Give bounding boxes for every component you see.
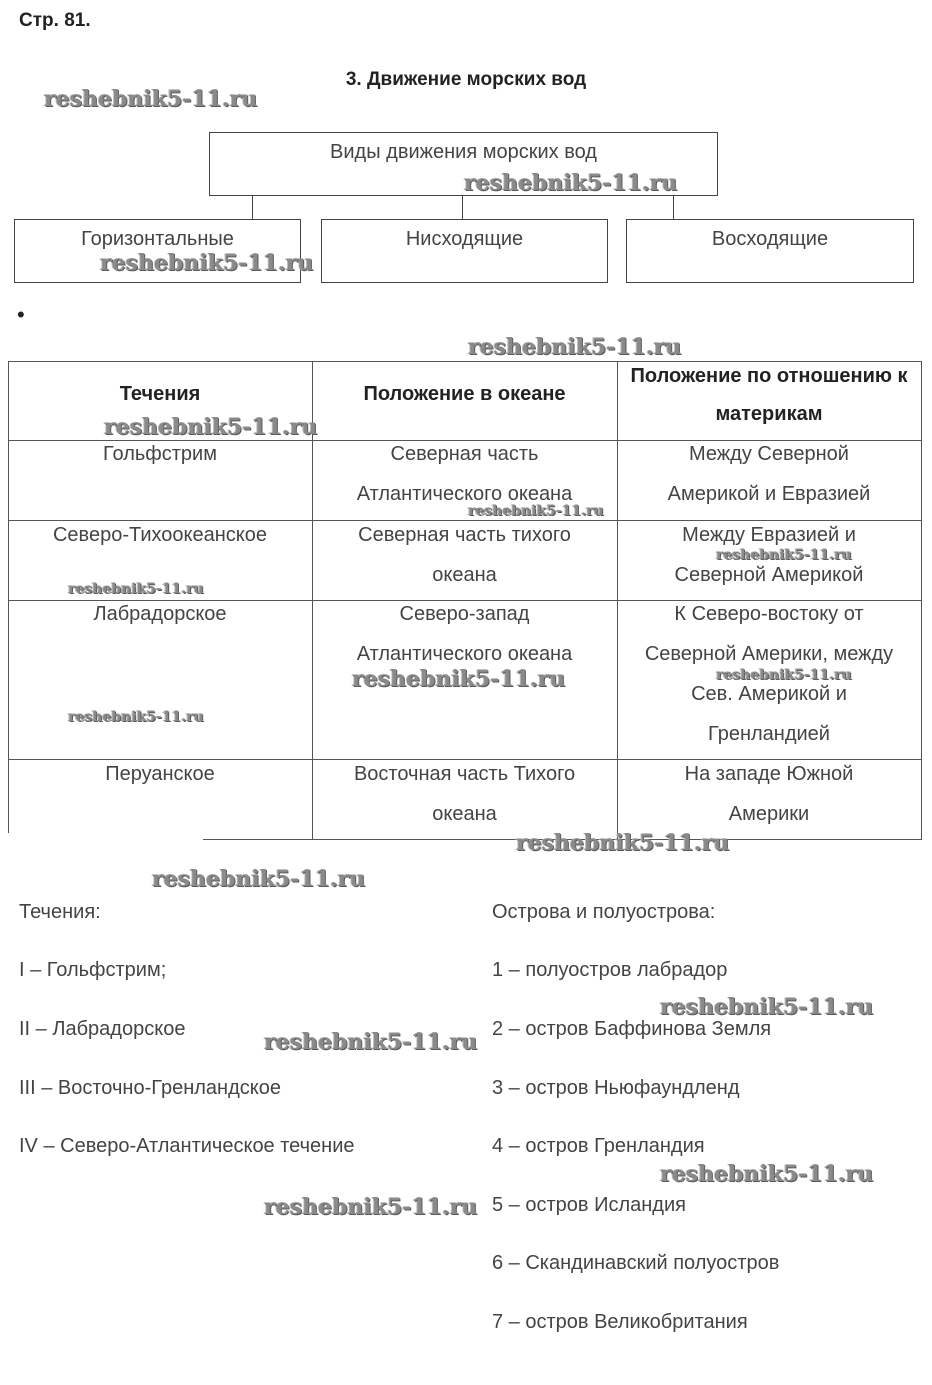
watermark: reshebnik5-11.ru <box>100 250 314 276</box>
diagram-connector <box>252 196 253 219</box>
diagram-root-label: Виды движения морских вод <box>330 141 597 163</box>
table-border <box>921 361 922 839</box>
table-header-cell: Положение по отношению к материкам <box>630 365 908 425</box>
watermark: reshebnik5-11.ru <box>516 830 730 856</box>
diagram-child-label: Восходящие <box>711 228 829 250</box>
diagram-connector <box>462 196 463 219</box>
watermark: reshebnik5-11.ru <box>716 547 852 563</box>
table-cell: Между Евразией и Северной Америкой <box>674 524 864 586</box>
section-title: 3. Движение морских вод <box>345 69 587 90</box>
watermark: reshebnik5-11.ru <box>264 1029 478 1055</box>
diagram-child-box <box>321 219 608 283</box>
currents-heading: Течения: <box>19 901 101 923</box>
table-cell: Лабрадорское <box>93 603 227 625</box>
watermark: reshebnik5-11.ru <box>468 503 604 519</box>
watermark: reshebnik5-11.ru <box>264 1194 478 1220</box>
table-cell: К Северо-востоку от Северной Америки, между Сев. Америкой и Гренландией <box>644 603 894 745</box>
watermark: reshebnik5-11.ru <box>468 334 682 360</box>
table-cell: Северо-Тихоокеанское <box>52 524 267 546</box>
islands-list-item: 2 – остров Баффинова Земля <box>492 1018 772 1040</box>
currents-list-item: II – Лабрадорское <box>19 1018 186 1040</box>
watermark: reshebnik5-11.ru <box>68 709 204 725</box>
page-reference: Стр. 81. <box>19 10 91 31</box>
table-cell: Между Северной Америкой и Евразией <box>667 443 871 505</box>
table-cell: Северная часть Атлантического океана <box>356 443 573 505</box>
watermark: reshebnik5-11.ru <box>660 1161 874 1187</box>
diagram-child-box <box>626 219 914 283</box>
diagram-child-label: Горизонтальные <box>81 228 234 250</box>
watermark: reshebnik5-11.ru <box>44 86 258 112</box>
watermark: reshebnik5-11.ru <box>660 994 874 1020</box>
bullet-marker: • <box>17 302 25 327</box>
table-cell: Перуанское <box>105 763 215 785</box>
table-cell: На западе Южной Америки <box>684 763 854 825</box>
currents-list-item: I – Гольфстрим; <box>19 959 167 981</box>
watermark: reshebnik5-11.ru <box>68 581 204 597</box>
islands-heading: Острова и полуострова: <box>492 901 716 923</box>
islands-list-item: 5 – остров Исландия <box>492 1194 686 1216</box>
islands-list-item: 4 – остров Гренландия <box>492 1135 705 1157</box>
islands-list-item: 3 – остров Ньюфаундленд <box>492 1077 740 1099</box>
watermark: reshebnik5-11.ru <box>352 666 566 692</box>
islands-list-item: 7 – остров Великобритания <box>492 1311 748 1333</box>
currents-list-item: III – Восточно-Гренландское <box>19 1077 281 1099</box>
table-cell: Восточная часть Тихого океана <box>353 763 576 825</box>
watermark: reshebnik5-11.ru <box>464 170 678 196</box>
watermark: reshebnik5-11.ru <box>716 667 852 683</box>
islands-list-item: 6 – Скандинавский полуостров <box>492 1252 780 1274</box>
islands-list-item: 1 – полуостров лабрадор <box>492 959 728 981</box>
table-header-cell: Течения <box>119 383 201 405</box>
watermark: reshebnik5-11.ru <box>152 866 366 892</box>
watermark: reshebnik5-11.ru <box>104 414 318 440</box>
table-cell: Гольфстрим <box>103 443 217 465</box>
diagram-child-label: Нисходящие <box>405 228 524 250</box>
table-header-cell: Положение в океане <box>363 383 566 405</box>
table-cell: Северная часть тихого океана <box>358 524 571 586</box>
diagram-connector <box>673 196 674 219</box>
table-cell: Северо-запад Атлантического океана <box>356 603 573 665</box>
currents-list-item: IV – Северо-Атлантическое течение <box>19 1135 355 1157</box>
